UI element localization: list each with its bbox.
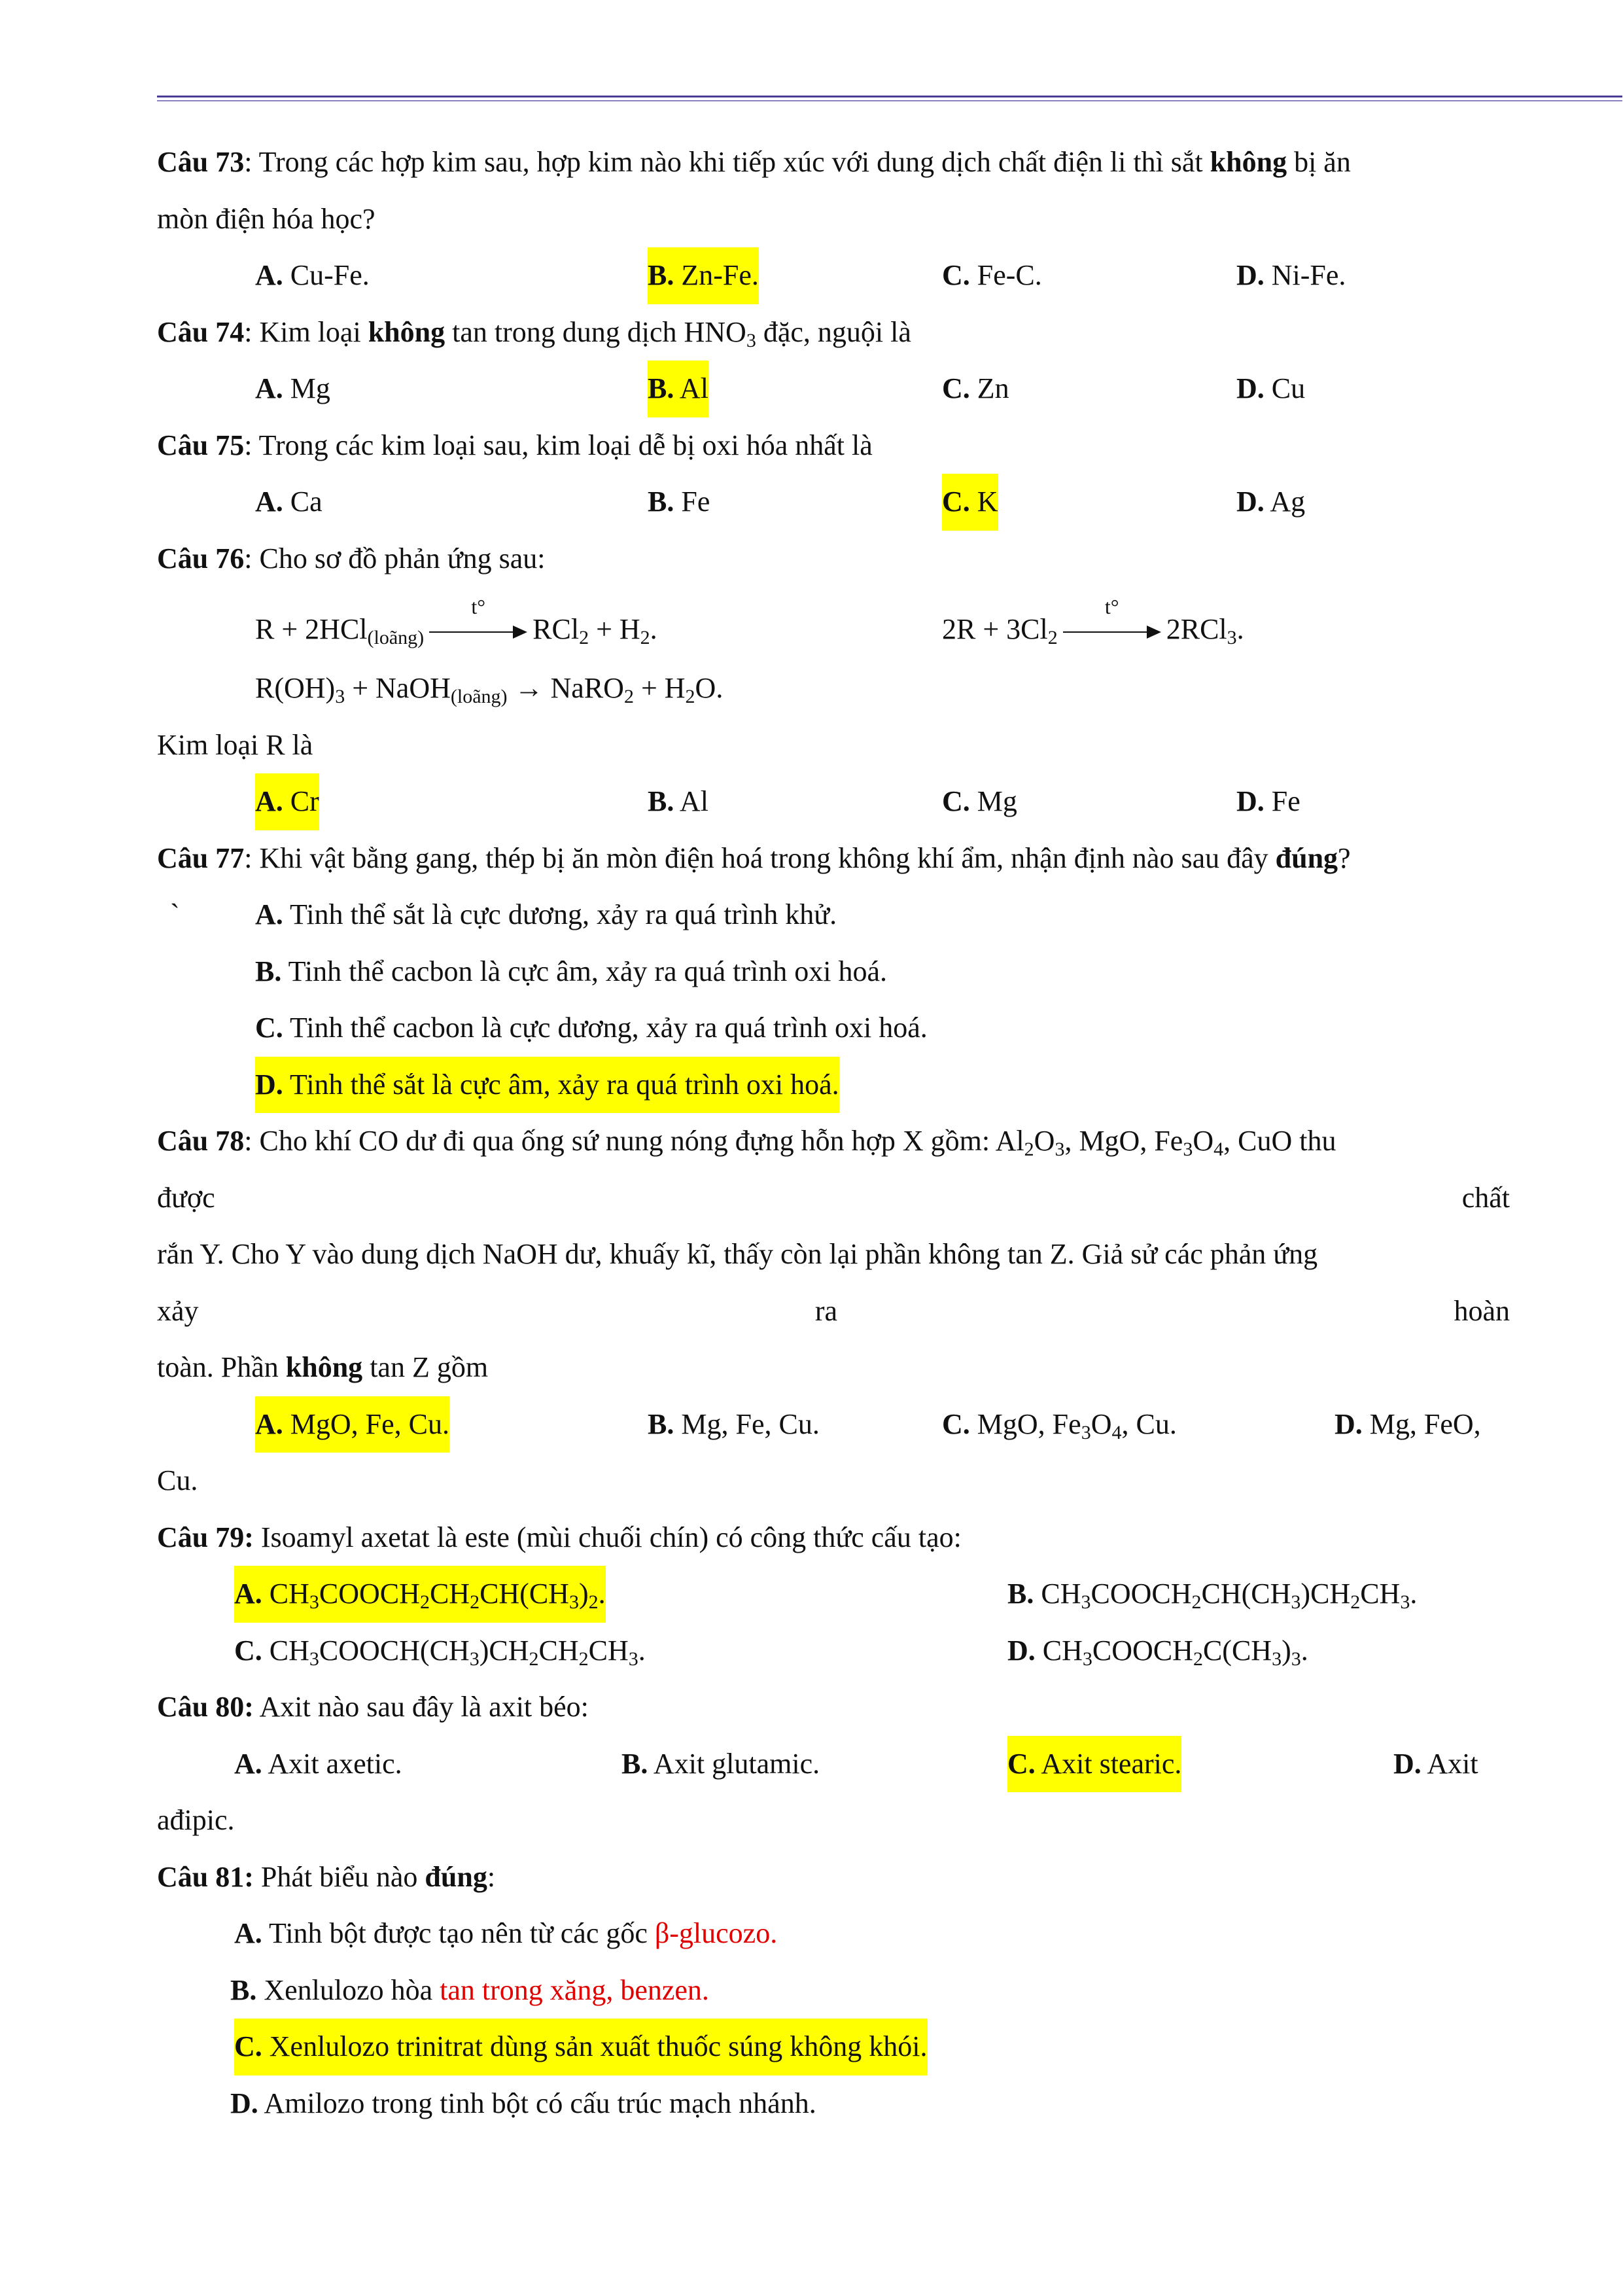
question-80-options (157, 1736, 1510, 1793)
question-79-stem: Câu 79: Isoamyl axetat là este (mùi chuối chín) có công thức cấu tạo: (157, 1521, 962, 1553)
option-a[interactable]: A. Tinh thể sắt là cực dương, xảy ra quá trình khử. (255, 898, 837, 930)
question-81-option-d (157, 2075, 1510, 2132)
question-81-stem: Câu 81: Phát biểu nào đúng: (157, 1860, 496, 1893)
option-a-correct[interactable]: A. $CH_3COOCH_2CH_2CH(CH_3)_2$. (234, 1566, 606, 1623)
question-78-stem: Câu 78: Cho khí CO dư đi qua ống sứ nung nóng đựng hỗn hợp X gồm: $Al_2O_3$, MgO, $Fe_3O_4$, CuO thu (157, 1125, 1336, 1160)
option-b[interactable]: B. Al (648, 785, 708, 817)
question-74-stem: Câu 74: Kim loại không tan trong dung dịch $HNO_3$ đặc, nguội là (157, 315, 911, 351)
option-d[interactable]: D. Fe (1236, 785, 1300, 817)
option-a[interactable]: A. Tinh bột được tạo nên từ các gốc β-glucozo. (234, 1917, 778, 1949)
question-77-option-d (157, 1057, 1510, 1114)
question-79-options-row-2 (157, 1623, 1510, 1680)
header-rule-top (157, 96, 1622, 97)
question-77-option-c (157, 1000, 1510, 1057)
reaction-1: R + 2HCl$_{(loãng)}$ t° $RCl_2 + H_2$. (255, 594, 657, 648)
question-78-options (157, 1396, 1510, 1453)
question-81-option-a (157, 1905, 1510, 1962)
option-c[interactable]: C. $CH_3COOCH(CH_3)CH_2CH_2CH_3$. (234, 1634, 646, 1670)
option-a-correct[interactable]: A. Cr (255, 773, 319, 830)
option-d[interactable]: D. Ag (1236, 486, 1306, 518)
question-78-stem-line-3: rắn Y. Cho Y vào dung dịch NaOH dư, khuấy kĩ, thấy còn lại phần không tan Z. Giả sử các phản ứng (157, 1238, 1318, 1270)
question-73-options (157, 247, 1510, 304)
option-b-correct[interactable]: B. Zn-Fe. (648, 247, 759, 304)
question-75-options (157, 474, 1510, 531)
heat-arrow-icon: t° (429, 622, 527, 642)
question-80-stem: Câu 80: Axit nào sau đây là axit béo: (157, 1691, 589, 1723)
option-a-correct[interactable]: A. MgO, Fe, Cu. (255, 1396, 449, 1453)
option-c-correct[interactable]: C. Xenlulozo trinitrat dùng sản xuất thuốc súng không khói. (234, 2019, 928, 2075)
header-rule-bottom (157, 100, 1622, 101)
option-b[interactable]: B. Fe (648, 486, 710, 518)
question-77-stem: Câu 77: Khi vật bằng gang, thép bị ăn mòn điện hoá trong không khí ẩm, nhận định nào sau đây đúng? (157, 841, 1351, 874)
option-a[interactable]: A. Ca (255, 486, 323, 518)
option-d[interactable]: D. Mg, FeO, (1335, 1407, 1481, 1440)
question-73-stem-cont: mòn điện hóa học? (157, 202, 375, 235)
reaction-2: $2R + 3Cl_2$ t° 2RCl$_3$. (942, 594, 1244, 648)
question-74-options (157, 361, 1510, 417)
question-81-option-c (157, 2019, 1510, 2075)
stray-mark: ` (170, 898, 180, 930)
option-b[interactable]: B. $CH_3COOCH_2CH(CH_3)CH_2CH_3$. (1007, 1578, 1418, 1613)
question-76-ask: Kim loại R là (157, 728, 313, 761)
question-73-stem: Câu 73: Trong các hợp kim sau, hợp kim nào khi tiếp xúc với dung dịch chất điện li thì sắt không bị ăn (157, 146, 1351, 178)
question-81-option-b (157, 1962, 1510, 2019)
option-d[interactable]: D. Cu (1236, 372, 1306, 404)
option-a[interactable]: A. Axit axetic. (234, 1747, 402, 1780)
option-b-correct[interactable]: B. Al (648, 361, 708, 417)
option-c-correct[interactable]: C. Axit stearic. (1007, 1736, 1181, 1793)
question-78-option-d-cont: Cu. (157, 1464, 198, 1496)
question-75-stem: Câu 75: Trong các kim loại sau, kim loại dễ bị oxi hóa nhất là (157, 429, 873, 461)
option-c[interactable]: C. MgO, $Fe_3O_4$, Cu. (942, 1407, 1177, 1443)
option-c[interactable]: C. Tinh thể cacbon là cực dương, xảy ra quá trình oxi hoá. (255, 1012, 928, 1044)
question-76-stem: Câu 76: Cho sơ đồ phản ứng sau: (157, 542, 546, 574)
question-78-stem-line-2: được chất (157, 1181, 1510, 1214)
reaction-3: $R(OH)_3$ + NaOH$_{(loãng)}$ → NaRO$_2$ + $H_2O$. (255, 672, 724, 707)
reaction-row-2 (157, 660, 1510, 717)
option-b[interactable]: B. Tinh thể cacbon là cực âm, xảy ra quá trình oxi hoá. (255, 955, 887, 987)
question-76-options (157, 773, 1510, 830)
option-b[interactable]: B. Axit glutamic. (621, 1747, 820, 1780)
option-d[interactable]: D. Amilozo trong tinh bột có cấu trúc mạch nhánh. (230, 2087, 816, 2119)
option-a[interactable]: A. Mg (255, 372, 330, 404)
option-c[interactable]: C. Zn (942, 372, 1009, 404)
question-77-option-b (157, 944, 1510, 1000)
option-c[interactable]: C. Mg (942, 785, 1017, 817)
option-a[interactable]: A. Cu-Fe. (255, 259, 370, 291)
question-list (157, 134, 1510, 2132)
option-c[interactable]: C. Fe-C. (942, 259, 1042, 291)
question-80-option-d-cont: ađipic. (157, 1804, 235, 1836)
option-d[interactable]: D. Ni-Fe. (1236, 259, 1346, 291)
reaction-row-1 (157, 587, 1510, 660)
heat-arrow-icon: t° (1063, 622, 1161, 642)
option-d[interactable]: D. Axit (1393, 1747, 1478, 1780)
question-78-stem-line-4: xảy ra hoàn (157, 1294, 1510, 1327)
option-c-correct[interactable]: C. K (942, 474, 998, 531)
question-79-options-row-1 (157, 1566, 1510, 1623)
option-d-correct[interactable]: D. Tinh thể sắt là cực âm, xảy ra quá trình oxi hoá. (255, 1057, 839, 1114)
option-d[interactable]: D. $CH_3COOCH_2C(CH_3)_3$. (1007, 1634, 1308, 1670)
question-78-stem-line-5: toàn. Phần không tan Z gồm (157, 1351, 489, 1383)
option-b[interactable]: B. Xenlulozo hòa tan trong xăng, benzen. (230, 1973, 709, 2006)
question-77-option-a (157, 887, 1510, 944)
option-b[interactable]: B. Mg, Fe, Cu. (648, 1407, 820, 1440)
